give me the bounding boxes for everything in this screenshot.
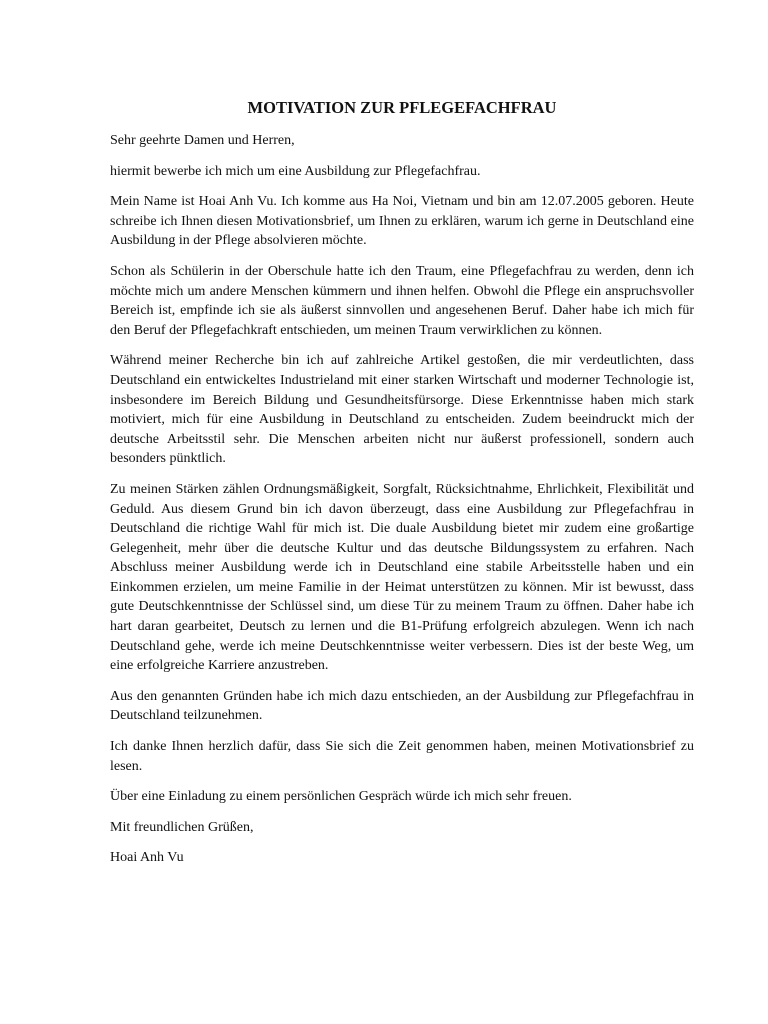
paragraph-research: Während meiner Recherche bin ich auf zahlreiche Artikel gestoßen, die mir verdeutlichten, dass Deutschland ein entwickeltes Industrieland mit einer starken Wirtschaft und moderner Technologie ist, insbesondere im Bereich Bildung und Gesundheitsfürsorge. Diese Erkenntnisse haben mich stark motiviert, mich für eine Ausbildung in Deutschland zu entscheiden. Zudem beeindruckt mich der deutsche Arbeitsstil sehr. Die Menschen arbeiten nicht nur äußerst professionell, sondern auch besonders pünktlich. <box>110 353 694 467</box>
paragraph-strengths: Zu meinen Stärken zählen Ordnungsmäßigkeit, Sorgfalt, Rücksichtnahme, Ehrlichkeit, Flexibilität und Geduld. Aus diesem Grund bin ich davon überzeugt, dass eine Ausbildung zur Pflegefachfrau in Deutschland die richtige Wahl für mich ist. Die duale Ausbildung bietet mir zudem eine großartige Gelegenheit, mehr über die deutsche Kultur und das deutsche Bildungssystem zu erfahren. Nach Abschluss meiner Ausbildung werde ich in Deutschland eine stabile Arbeitsstelle haben und ein Einkommen erzielen, um meine Familie in der Heimat unterstützen zu können. Mir ist bewusst, dass gute Deutschkenntnisse der Schlüssel sind, um diese Tür zu meinem Traum zu öffnen. Daher habe ich hart daran gearbeitet, Deutsch zu lernen und die B1-Prüfung erfolgreich abzulegen. Wenn ich nach Deutschland gehe, werde ich meine Deutschkenntnisse weiter verbessern. Dies ist der beste Weg, um eine erfolgreiche Karriere anzustreben. <box>110 481 694 674</box>
paragraph-dream: Schon als Schülerin in der Oberschule hatte ich den Traum, eine Pflegefachfrau zu werden, denn ich möchte mich um andere Menschen kümmern und ihnen helfen. Obwohl die Pflege ein anspruchsvoller Bereich ist, empfinde ich sie als äußerst sinnvollen und angesehenen Beruf. Daher habe ich mich für den Beruf der Pflegefachkraft entschieden, um meinen Traum verwirklichen zu können. <box>110 263 694 338</box>
signature: Hoai Anh Vu <box>110 850 184 866</box>
letter-page <box>110 98 694 879</box>
paragraph-intro: hiermit bewerbe ich mich um eine Ausbildung zur Pflegefachfrau. <box>110 163 481 179</box>
paragraph-decision: Aus den genannten Gründen habe ich mich dazu entschieden, an der Ausbildung zur Pflegefachfrau in Deutschland teilzunehmen. <box>110 688 694 724</box>
paragraph-thanks: Ich danke Ihnen herzlich dafür, dass Sie sich die Zeit genommen haben, meinen Motivationsbrief zu lesen. <box>110 739 694 774</box>
letter-title: MOTIVATION ZUR PFLEGEFACHFRAU <box>247 98 557 117</box>
closing: Mit freundlichen Grüßen, <box>110 819 254 835</box>
salutation: Sehr geehrte Damen und Herren, <box>110 133 295 148</box>
paragraph-personal: Mein Name ist Hoai Anh Vu. Ich komme aus Ha Noi, Vietnam und bin am 12.07.2005 geboren. Heute schreibe ich Ihnen diesen Motivationsbrief, um Ihnen zu erklären, warum ich gerne in Deutschland eine Ausbildung in der Pflege absolvieren möchte. <box>110 194 694 249</box>
paragraph-invitation: Über eine Einladung zu einem persönlichen Gespräch würde ich mich sehr freuen. <box>110 789 572 805</box>
